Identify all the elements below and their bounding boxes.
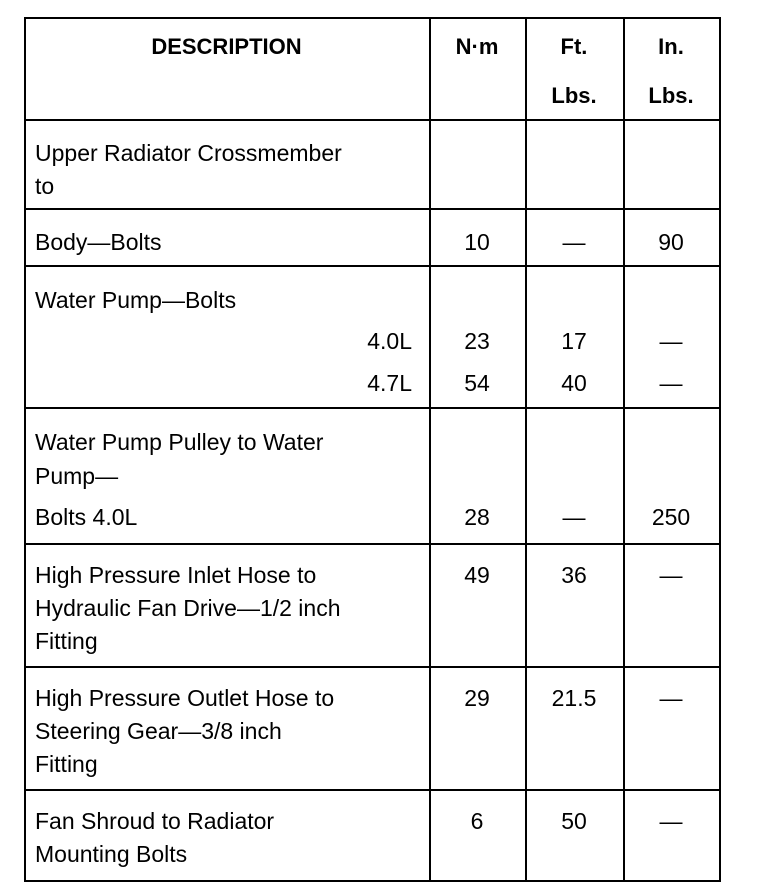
- in-lbs-value: —: [659, 685, 683, 711]
- in-lbs-value: —: [659, 562, 683, 588]
- row-description: to: [35, 173, 55, 199]
- ft-lbs-value: —: [562, 504, 586, 530]
- row-description: Bolts 4.0L: [35, 504, 138, 530]
- row-description: Body—Bolts: [35, 229, 162, 255]
- in-lbs-value: —: [659, 370, 683, 396]
- ft-lbs-value: 40: [561, 370, 587, 396]
- column-divider-ft: [525, 17, 527, 882]
- in-lbs-value: 250: [651, 504, 691, 530]
- row-divider: [24, 407, 721, 409]
- header-ft: Ft.: [560, 34, 588, 59]
- ft-lbs-value: 36: [561, 562, 587, 588]
- ft-lbs-value: 50: [561, 808, 587, 834]
- row-divider: [24, 789, 721, 791]
- row-description: Fitting: [35, 628, 98, 654]
- table-border-left: [24, 17, 26, 882]
- nm-value: 49: [464, 562, 490, 588]
- row-description: Water Pump Pulley to Water: [35, 429, 324, 455]
- column-divider-in: [623, 17, 625, 882]
- in-lbs-value: 90: [658, 229, 684, 255]
- nm-value: 10: [464, 229, 490, 255]
- row-description: Water Pump—Bolts: [35, 287, 237, 313]
- column-divider-nm: [429, 17, 431, 882]
- table-border-bottom: [24, 880, 721, 882]
- row-description: High Pressure Outlet Hose to: [35, 685, 335, 711]
- nm-value: 54: [464, 370, 490, 396]
- row-description: Steering Gear—3/8 inch: [35, 718, 282, 744]
- row-description: Fitting: [35, 751, 98, 777]
- row-description: Hydraulic Fan Drive—1/2 inch: [35, 595, 341, 621]
- engine-label: 4.7L: [367, 370, 412, 396]
- header-in: In.: [658, 34, 684, 59]
- row-description: High Pressure Inlet Hose to: [35, 562, 317, 588]
- table-border-right: [719, 17, 721, 882]
- row-divider: [24, 666, 721, 668]
- header-divider: [24, 119, 721, 121]
- ft-lbs-value: 21.5: [551, 685, 597, 711]
- nm-value: 23: [464, 328, 490, 354]
- row-divider: [24, 208, 721, 210]
- row-description: Upper Radiator Crossmember: [35, 140, 342, 166]
- header-in-lbs: Lbs.: [648, 83, 694, 108]
- nm-value: 28: [464, 504, 490, 530]
- table-border-top: [24, 17, 721, 19]
- header-ft-lbs: Lbs.: [551, 83, 597, 108]
- ft-lbs-value: 17: [561, 328, 587, 354]
- row-divider: [24, 265, 721, 267]
- nm-value: 6: [470, 808, 484, 834]
- row-description: Mounting Bolts: [35, 841, 188, 867]
- row-divider: [24, 543, 721, 545]
- in-lbs-value: —: [659, 808, 683, 834]
- row-description: Fan Shroud to Radiator: [35, 808, 275, 834]
- row-description: Pump—: [35, 463, 119, 489]
- header-description: DESCRIPTION: [151, 34, 302, 59]
- header-nm: N·m: [455, 34, 499, 59]
- nm-value: 29: [464, 685, 490, 711]
- in-lbs-value: —: [659, 328, 683, 354]
- ft-lbs-value: —: [562, 229, 586, 255]
- engine-label: 4.0L: [367, 328, 412, 354]
